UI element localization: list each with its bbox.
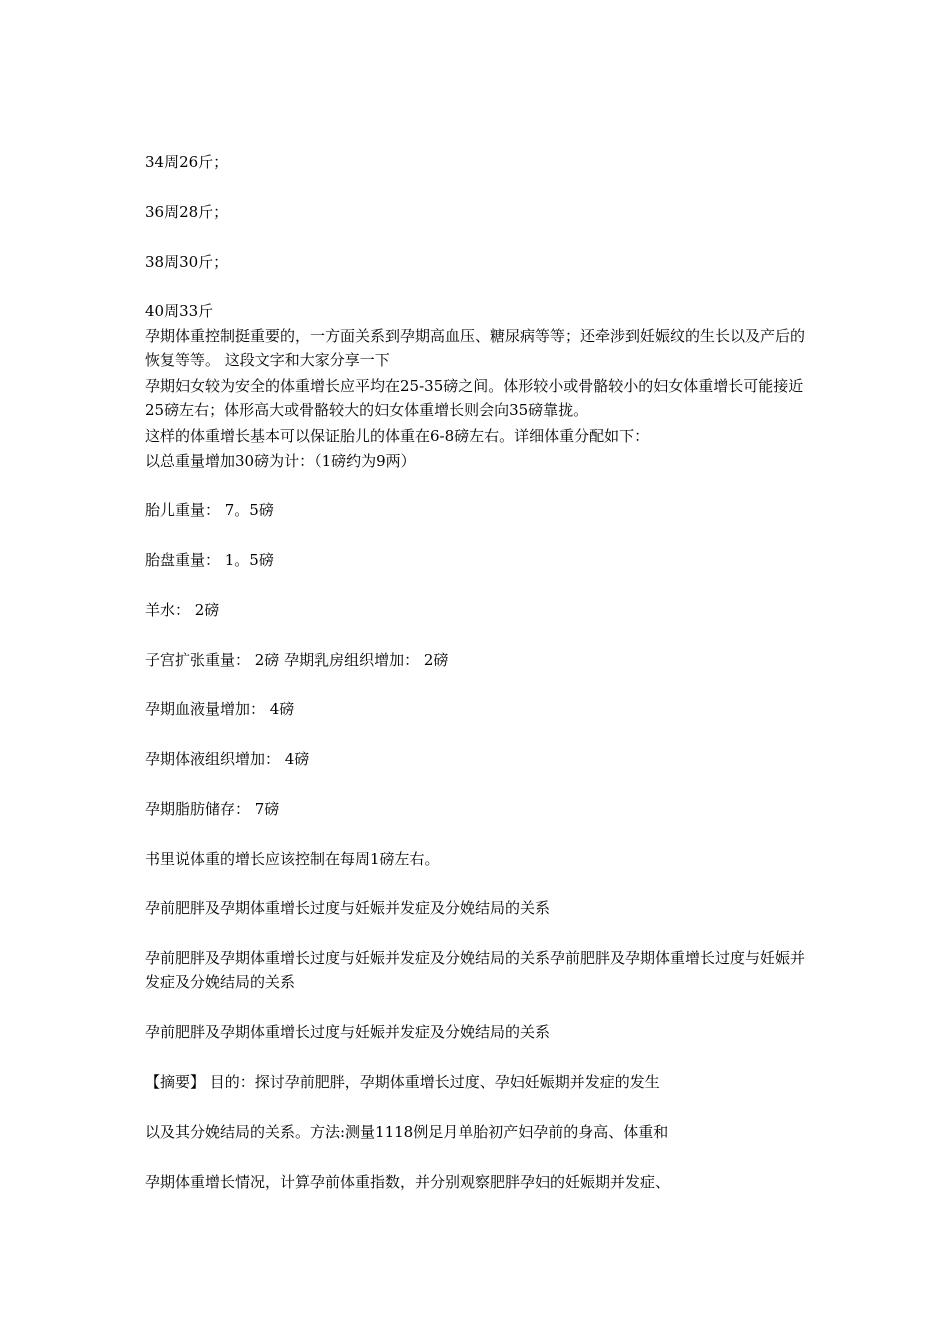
- text-line-week-38: 38周30斤；: [145, 253, 229, 271]
- text-line-fetal-weight: 这样的体重增长基本可以保证胎儿的体重在6-8磅左右。详细体重分配如下：: [145, 427, 650, 445]
- paragraph-weight-control: 孕期体重控制挺重要的，一方面关系到孕期高血压、糖尿病等等；还牵涉到妊娠纹的生长以及产后的恢复等等。 这段文字和大家分享一下: [145, 327, 806, 369]
- text-line-week-36: 36周28斤；: [145, 203, 229, 221]
- text-line-fat-storage: 孕期脂肪储存： 7磅: [145, 800, 280, 818]
- text-line-body-fluid: 孕期体液组织增加： 4磅: [145, 750, 310, 768]
- text-line-placenta: 胎盘重量： 1。5磅: [145, 551, 274, 569]
- text-line-section-title-1: 孕前肥胖及孕期体重增长过度与妊娠并发症及分娩结局的关系: [145, 899, 551, 917]
- text-line-week-34: 34周26斤；: [145, 153, 229, 171]
- text-line-abstract-observation: 孕期体重增长情况，计算孕前体重指数，并分别观察肥胖孕妇的妊娠期并发症、: [145, 1173, 671, 1191]
- text-line-abstract-method: 以及其分娩结局的关系。方法:测量1118例足月单胎初产妇孕前的身高、体重和: [145, 1123, 669, 1141]
- paragraph-section-title-repeat: 孕前肥胖及孕期体重增长过度与妊娠并发症及分娩结局的关系孕前肥胖及孕期体重增长过度与妊娠并发症及分娩结局的关系: [145, 949, 806, 991]
- text-line-abstract-purpose: 【摘要】 目的：探讨孕前肥胖，孕期体重增长过度、孕妇妊娠期并发症的发生: [145, 1073, 660, 1091]
- text-line-total-gain: 以总重量增加30磅为计：（1磅约为9两）: [145, 452, 416, 470]
- text-line-weekly-gain: 书里说体重的增长应该控制在每周1磅左右。: [145, 850, 440, 868]
- text-line-amniotic-fluid: 羊水： 2磅: [145, 601, 220, 619]
- paragraph-safe-weight-gain: 孕期妇女较为安全的体重增长应平均在25-35磅之间。体形较小或骨骼较小的妇女体重增长可能接近25磅左右；体形高大或骨骼较大的妇女体重增长则会向35磅靠拢。: [145, 377, 804, 419]
- text-line-blood-volume: 孕期血液量增加： 4磅: [145, 700, 295, 718]
- text-line-uterus-breast: 子宫扩张重量： 2磅 孕期乳房组织增加： 2磅: [145, 651, 449, 669]
- text-line-fetus: 胎儿重量： 7。5磅: [145, 501, 274, 519]
- text-line-week-40: 40周33斤: [145, 302, 214, 320]
- text-line-section-title-2: 孕前肥胖及孕期体重增长过度与妊娠并发症及分娩结局的关系: [145, 1023, 551, 1041]
